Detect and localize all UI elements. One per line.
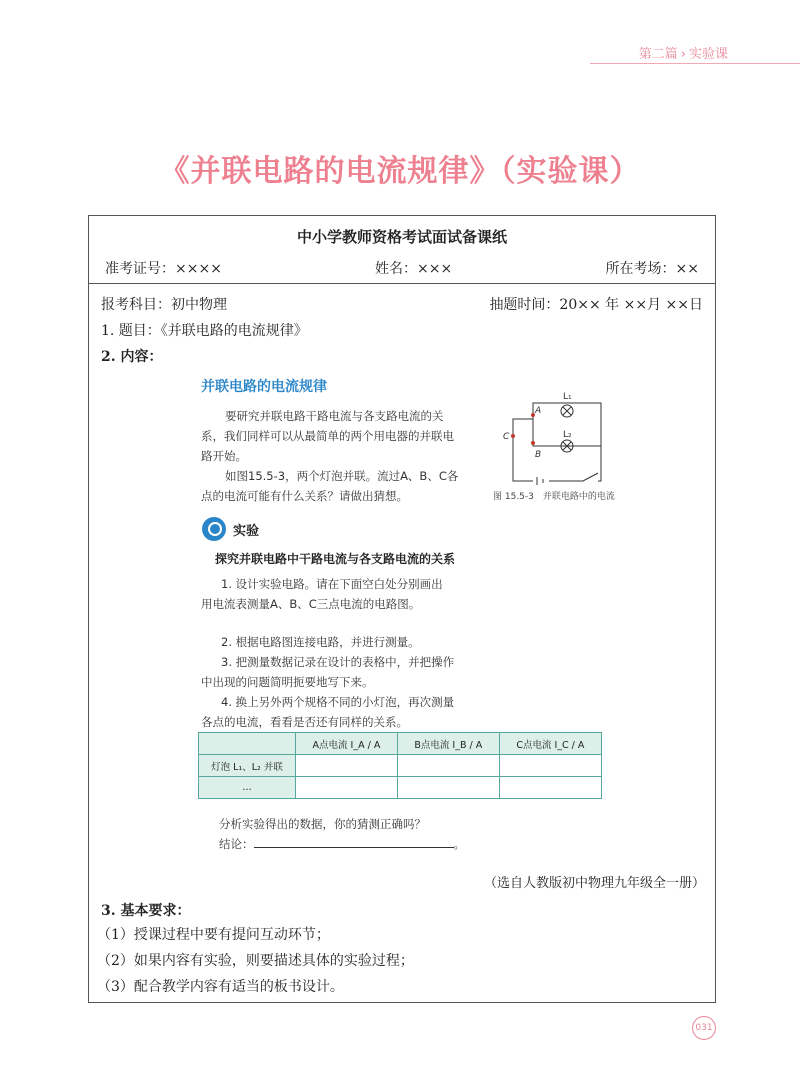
table-cell xyxy=(397,755,499,777)
card-divider xyxy=(89,283,715,284)
measurement-table xyxy=(198,732,602,799)
header-rule xyxy=(590,63,800,64)
experiment-steps xyxy=(201,574,501,732)
table-header-cell: B点电流 I_B / A xyxy=(397,733,499,755)
table-header-cell: A点电流 I_A / A xyxy=(296,733,398,755)
point-a-label: A xyxy=(535,406,542,416)
table-cell xyxy=(499,755,601,777)
source-note: （选自人教版初中物理九年级全一册） xyxy=(483,876,705,891)
header-section: 实验课 xyxy=(688,47,728,62)
step-1-line-2: 用电流表测量A、B、C三点电流的电路图。 xyxy=(201,597,421,611)
point-c-label: C xyxy=(503,432,510,442)
requirement-2: （2）如果内容有实验，则要描述具体的实验过程； xyxy=(97,953,414,969)
card-title: 中小学教师资格考试面试备课纸 xyxy=(296,228,507,246)
intro-paragraph: 要研究并联电路干路电流与各支路电流的关 系，我们同样可以从最简单的两个用电器的并联电 路开始。 如图15.5-3，两个灯泡并联。流过A、B、C各 点的电流可能有什么关系？请做出猜想。 xyxy=(201,409,459,503)
running-header xyxy=(639,43,728,62)
page-title: 《并联电路的电流规律》（实验课） xyxy=(159,154,641,189)
table-cell xyxy=(296,755,398,777)
table-cell: … xyxy=(199,777,296,799)
requirements-label: 3. 基本要求： xyxy=(101,903,191,919)
table-row xyxy=(199,755,602,777)
candidate-info-row xyxy=(89,258,715,284)
exam-venue: 所在考场：×× xyxy=(605,261,699,277)
content-label: 2. 内容： xyxy=(101,349,163,365)
step-4-line-1: 4. 换上另外两个规格不同的小灯泡，再次测量 xyxy=(221,695,455,709)
table-row xyxy=(199,777,602,799)
subject: 报考科目：初中物理 xyxy=(101,297,227,313)
lamp-l2-label: L₂ xyxy=(563,430,572,440)
requirement-3: （3）配合教学内容有适当的板书设计。 xyxy=(97,979,344,995)
step-3-line-1: 3. 把测量数据记录在设计的表格中，并把操作 xyxy=(221,655,455,669)
page-number: 031 xyxy=(692,1016,716,1040)
conclusion-line: 结论： 。 xyxy=(219,837,465,851)
figure-caption: 图 15.5-3 并联电路中的电流 xyxy=(493,492,615,502)
step-3-line-2: 中出现的问题简明扼要地写下来。 xyxy=(201,675,374,689)
table-cell: 灯泡 L₁、L₂ 并联 xyxy=(199,755,296,777)
point-b-label: B xyxy=(535,450,542,460)
table-cell xyxy=(397,777,499,799)
header-part: 第二篇 xyxy=(638,47,678,62)
lesson-prep-card xyxy=(88,215,716,1003)
textbook-section-title: 并联电路的电流规律 xyxy=(201,379,327,395)
table-header-row xyxy=(199,733,602,755)
experiment-label: 实验 xyxy=(233,524,260,539)
draw-time: 抽题时间：20×× 年 ××月 ××日 xyxy=(489,297,703,313)
header-separator: › xyxy=(680,47,686,62)
exam-id: 准考证号：×××× xyxy=(105,261,222,277)
requirement-1: （1）授课过程中要有提问互动环节； xyxy=(97,927,330,943)
experiment-icon xyxy=(202,517,226,541)
lamp-l1-label: L₁ xyxy=(563,392,572,402)
analysis-question: 分析实验得出的数据，你的猜测正确吗？ xyxy=(219,817,426,831)
table-header-cell xyxy=(199,733,296,755)
topic: 1. 题目：《并联电路的电流规律》 xyxy=(101,323,308,339)
table-cell xyxy=(499,777,601,799)
table-cell xyxy=(296,777,398,799)
step-1-line-1: 1. 设计实验电路。请在下面空白处分别画出 xyxy=(221,577,443,591)
table-header-cell: C点电流 I_C / A xyxy=(499,733,601,755)
experiment-title: 探究并联电路中干路电流与各支路电流的关系 xyxy=(215,552,456,566)
analysis-block xyxy=(219,814,519,854)
step-2: 2. 根据电路图连接电路，并进行测量。 xyxy=(221,635,420,649)
step-4-line-2: 各点的电流，看看是否还有同样的关系。 xyxy=(201,715,408,729)
candidate-name: 姓名：××× xyxy=(375,261,453,277)
parallel-circuit-diagram xyxy=(493,391,603,487)
